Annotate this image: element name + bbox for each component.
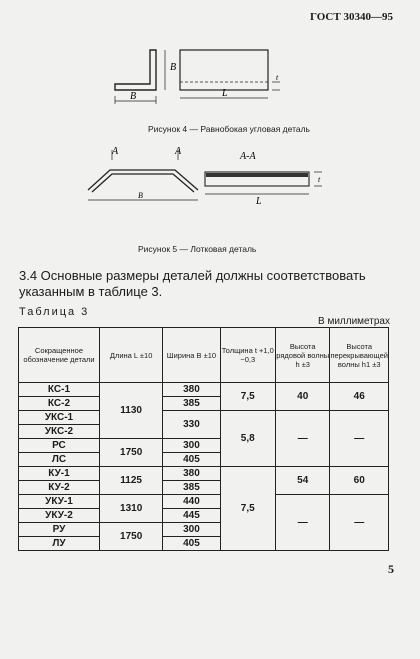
fig4-b-label: B [130, 91, 137, 102]
fig4-l-label: L [222, 88, 228, 99]
table-cell-width: 405 [163, 537, 220, 551]
header-h: Высота рядовой волны h ±3 [275, 328, 329, 383]
table-cell-name: ЛУ [19, 537, 100, 551]
dimensions-table [18, 327, 389, 551]
figure-5-drawing [80, 142, 410, 217]
table-cell-width: 445 [163, 509, 220, 523]
table-cell-name: УКС-2 [19, 425, 100, 439]
table-cell-width: 380 [163, 383, 220, 397]
table-cell-length: 1125 [99, 467, 162, 495]
table-cell-h1: — [330, 411, 389, 467]
table-cell-h: 54 [275, 467, 329, 495]
header-h1: Высота перекрывающей волны h1 ±3 [330, 328, 389, 383]
fig5-a-right-label: A [175, 146, 182, 157]
table-cell-thickness: 5,8 [220, 411, 275, 467]
table-cell-width: 380 [163, 467, 220, 481]
section-text: 3.4 Основные размеры деталей должны соответствовать указанным в таблице 3. [19, 268, 366, 299]
table-cell-length: 1130 [99, 383, 162, 439]
fig4-t-label: t [276, 73, 279, 82]
table-cell-h: 40 [275, 383, 329, 411]
table-unit: В миллиметрах [318, 316, 390, 327]
table-cell-name: КС-1 [19, 383, 100, 397]
header-length: Длина L ±10 [99, 328, 162, 383]
figure-4-caption: Рисунок 4 — Равнобокая угловая деталь [148, 124, 310, 134]
table-cell-name: УКС-1 [19, 411, 100, 425]
figure-4-drawing [100, 38, 400, 118]
table-cell-name: УКУ-2 [19, 509, 100, 523]
figure-5-caption: Рисунок 5 — Лотковая деталь [138, 244, 257, 254]
fig5-section-label: A-A [240, 151, 256, 162]
table-cell-name: РУ [19, 523, 100, 537]
header-width: Ширина B ±10 [163, 328, 220, 383]
table-cell-name: УКУ-1 [19, 495, 100, 509]
table-cell-h1: 46 [330, 383, 389, 411]
table-cell-width: 385 [163, 397, 220, 411]
fig4-b-side-label: B [170, 62, 177, 73]
table-cell-thickness: 7,5 [220, 467, 275, 551]
standard-number: ГОСТ 30340—95 [310, 11, 393, 23]
table-cell-name: РС [19, 439, 100, 453]
table-cell-length: 1750 [99, 439, 162, 467]
fig5-a-left-label: A [112, 146, 119, 157]
table-cell-length: 1750 [99, 523, 162, 551]
table-cell-h: — [275, 495, 329, 551]
table-cell-length: 1310 [99, 495, 162, 523]
table-cell-width: 300 [163, 523, 220, 537]
table-cell-name: ЛС [19, 453, 100, 467]
table-cell-name: КУ-1 [19, 467, 100, 481]
table-cell-h: — [275, 411, 329, 467]
table-cell-width: 300 [163, 439, 220, 453]
fig5-t-label: t [318, 175, 321, 184]
table-cell-h1: 60 [330, 467, 389, 495]
table-cell-width: 440 [163, 495, 220, 509]
header-thickness: Толщина t +1,0 −0,3 [220, 328, 275, 383]
tray-hatching [206, 173, 308, 177]
table-cell-name: КУ-2 [19, 481, 100, 495]
page-number: 5 [388, 562, 394, 576]
table-cell-h1: — [330, 495, 389, 551]
table-cell-name: КС-2 [19, 397, 100, 411]
table-label: Таблица 3 [19, 306, 90, 318]
fig5-b-label: B [138, 191, 143, 200]
table-cell-width: 385 [163, 481, 220, 495]
header-name: Сокращенное обозначение детали [19, 328, 100, 383]
table-cell-width: 405 [163, 453, 220, 467]
angle-profile [115, 50, 156, 90]
table-cell-width: 330 [163, 411, 220, 439]
table-cell-thickness: 7,5 [220, 383, 275, 411]
fig5-l-label: L [256, 196, 262, 207]
